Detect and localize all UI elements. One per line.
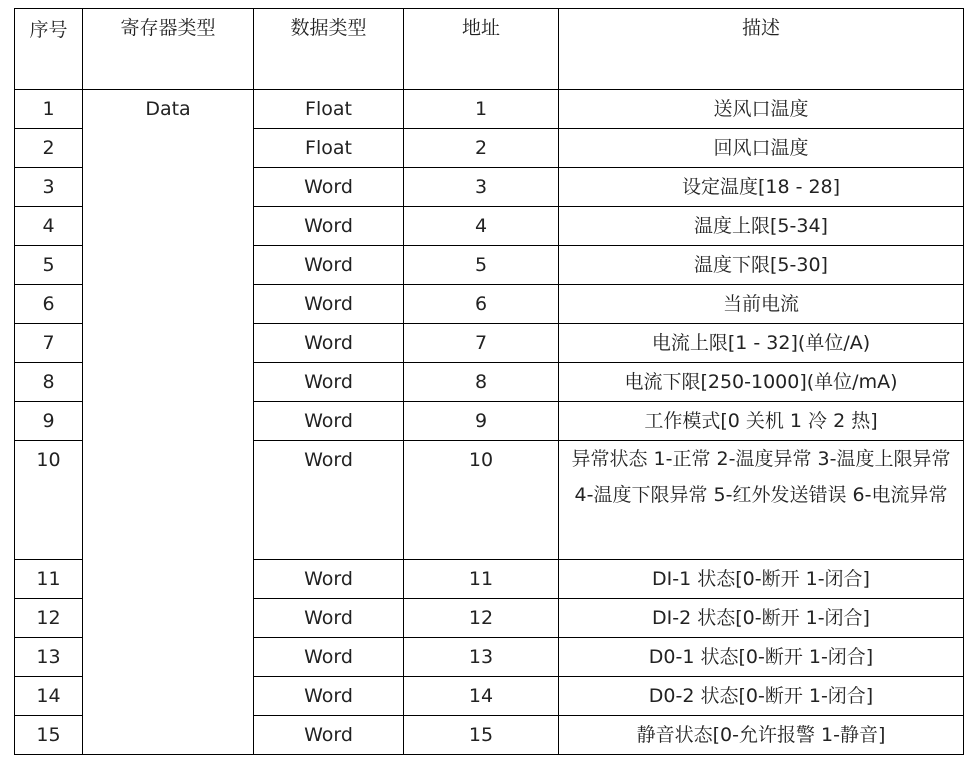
cell-description: D0-1 状态[0-断开 1-闭合] bbox=[559, 638, 964, 677]
cell-address: 9 bbox=[404, 402, 559, 441]
cell-address: 4 bbox=[404, 207, 559, 246]
cell-seq: 1 bbox=[15, 90, 83, 129]
cell-seq: 5 bbox=[15, 246, 83, 285]
cell-seq: 12 bbox=[15, 599, 83, 638]
cell-seq: 6 bbox=[15, 285, 83, 324]
cell-data-type: Word bbox=[254, 246, 404, 285]
cell-description: DI-2 状态[0-断开 1-闭合] bbox=[559, 599, 964, 638]
cell-data-type: Word bbox=[254, 363, 404, 402]
cell-seq: 10 bbox=[15, 441, 83, 560]
cell-seq: 11 bbox=[15, 560, 83, 599]
cell-description: 设定温度[18 - 28] bbox=[559, 168, 964, 207]
cell-description: 温度下限[5-30] bbox=[559, 246, 964, 285]
cell-address: 3 bbox=[404, 168, 559, 207]
cell-address: 15 bbox=[404, 716, 559, 755]
cell-address: 12 bbox=[404, 599, 559, 638]
header-row bbox=[15, 9, 964, 90]
cell-description: 异常状态 1-正常 2-温度异常 3-温度上限异常 4-温度下限异常 5-红外发送错误 6-电流异常 bbox=[559, 441, 964, 560]
cell-data-type: Float bbox=[254, 90, 404, 129]
cell-data-type: Word bbox=[254, 402, 404, 441]
cell-seq: 9 bbox=[15, 402, 83, 441]
cell-description: 当前电流 bbox=[559, 285, 964, 324]
cell-seq: 13 bbox=[15, 638, 83, 677]
cell-register-type: Data bbox=[83, 90, 254, 755]
table-row bbox=[15, 90, 964, 129]
cell-address: 8 bbox=[404, 363, 559, 402]
cell-address: 6 bbox=[404, 285, 559, 324]
header-description: 描述 bbox=[559, 9, 964, 90]
cell-description: 送风口温度 bbox=[559, 90, 964, 129]
cell-data-type: Word bbox=[254, 560, 404, 599]
cell-seq: 14 bbox=[15, 677, 83, 716]
cell-data-type: Word bbox=[254, 677, 404, 716]
register-table-container bbox=[14, 8, 964, 755]
table-body bbox=[15, 90, 964, 755]
cell-data-type: Word bbox=[254, 168, 404, 207]
cell-seq: 2 bbox=[15, 129, 83, 168]
cell-seq: 15 bbox=[15, 716, 83, 755]
cell-description: 静音状态[0-允许报警 1-静音] bbox=[559, 716, 964, 755]
cell-data-type: Word bbox=[254, 324, 404, 363]
cell-address: 5 bbox=[404, 246, 559, 285]
cell-data-type: Word bbox=[254, 638, 404, 677]
header-seq: 序号 bbox=[15, 9, 83, 90]
cell-address: 7 bbox=[404, 324, 559, 363]
cell-data-type: Float bbox=[254, 129, 404, 168]
cell-seq: 7 bbox=[15, 324, 83, 363]
cell-seq: 3 bbox=[15, 168, 83, 207]
header-address: 地址 bbox=[404, 9, 559, 90]
cell-address: 10 bbox=[404, 441, 559, 560]
cell-data-type: Word bbox=[254, 285, 404, 324]
register-table bbox=[14, 8, 964, 755]
cell-address: 13 bbox=[404, 638, 559, 677]
cell-description: 温度上限[5-34] bbox=[559, 207, 964, 246]
cell-address: 14 bbox=[404, 677, 559, 716]
cell-address: 2 bbox=[404, 129, 559, 168]
cell-address: 11 bbox=[404, 560, 559, 599]
cell-description: D0-2 状态[0-断开 1-闭合] bbox=[559, 677, 964, 716]
cell-seq: 8 bbox=[15, 363, 83, 402]
cell-description: 工作模式[0 关机 1 冷 2 热] bbox=[559, 402, 964, 441]
cell-data-type: Word bbox=[254, 716, 404, 755]
cell-data-type: Word bbox=[254, 599, 404, 638]
cell-seq: 4 bbox=[15, 207, 83, 246]
header-data-type: 数据类型 bbox=[254, 9, 404, 90]
cell-description: 电流上限[1 - 32](单位/A) bbox=[559, 324, 964, 363]
cell-data-type: Word bbox=[254, 441, 404, 560]
header-register-type: 寄存器类型 bbox=[83, 9, 254, 90]
cell-description: 电流下限[250-1000](单位/mA) bbox=[559, 363, 964, 402]
cell-description: 回风口温度 bbox=[559, 129, 964, 168]
cell-address: 1 bbox=[404, 90, 559, 129]
cell-description: DI-1 状态[0-断开 1-闭合] bbox=[559, 560, 964, 599]
cell-data-type: Word bbox=[254, 207, 404, 246]
